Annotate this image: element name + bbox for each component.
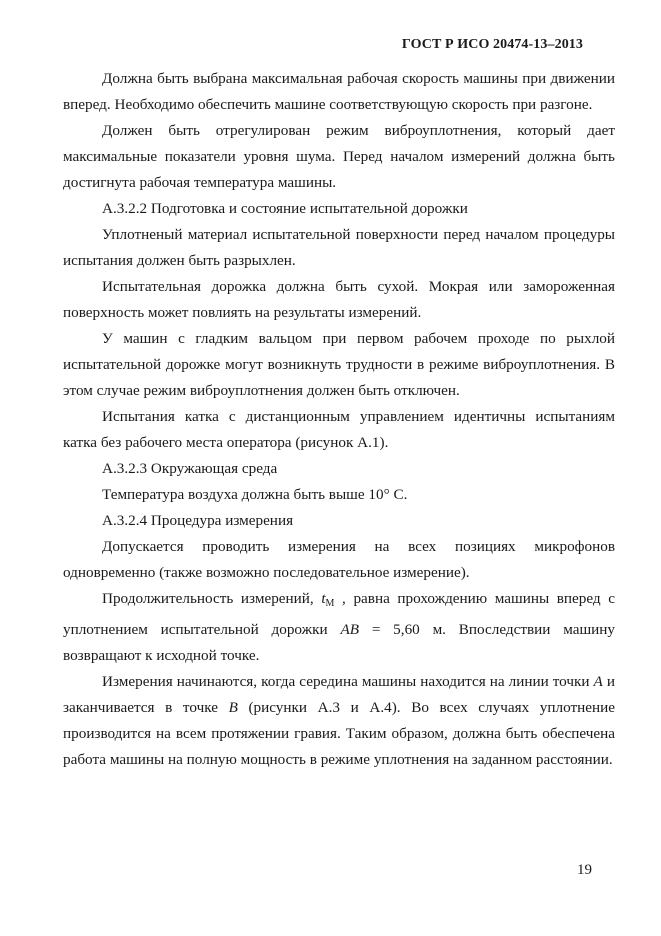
variable-b: В [228, 699, 238, 716]
variable-t: t [321, 590, 326, 607]
start-text-after: (рисунки А.3 и А.4). Во всех случаях уплотнение производится на всем протяжении гравия. Таким образом, должна быть обеспечена работа машины на полную мощность в режиме уплотнения на заданном расстоянии. [63, 699, 615, 768]
paragraph-vibration: Должен быть отрегулирован режим виброуплотнения, который дает максимальные показатели уровня шума. Перед началом измерений должна быть достигнута рабочая температура машины. [63, 122, 615, 191]
paragraph-remote-control: Испытания катка с дистанционным управлением идентичны испытаниям катка без рабочего места оператора (рисунок А.1). [63, 408, 615, 451]
variable-ab: АВ [340, 621, 360, 638]
paragraph-duration [63, 586, 615, 669]
paragraph-smooth-drum: У машин с гладким вальцом при первом рабочем проходе по рыхлой испытательной дорожке могут возникнуть трудности в режиме виброуплотнения. В этом случае режим виброуплотнения должен быть отключен. [63, 330, 615, 399]
paragraph-measurement-start [63, 669, 615, 773]
paragraph-dry-track: Испытательная дорожка должна быть сухой. Мокрая или замороженная поверхность может повлиять на результаты измерений. [63, 278, 615, 321]
paragraph-simultaneous: Допускается проводить измерения на всех позициях микрофонов одновременно (также возможно последовательное измерение). [63, 538, 615, 581]
section-heading-a3-2-3: А.3.2.3 Окружающая среда [102, 460, 278, 477]
duration-text-mid: , равна прохождению машины вперед с уплотнением испытательной дорожки [63, 590, 615, 638]
duration-text-before: Продолжительность измерений, [102, 590, 322, 607]
start-text-mid: и заканчивается в точке [63, 673, 615, 716]
paragraph-speed: Должна быть выбрана максимальная рабочая скорость машины при движении вперед. Необходимо обеспечить машине соответствующую скорость при разгоне. [63, 70, 615, 113]
paragraph-temperature: Температура воздуха должна быть выше 10° С. [102, 486, 408, 503]
paragraph-loosened: Уплотненый материал испытательной поверхности перед началом процедуры испытания должен быть разрыхлен. [63, 226, 615, 269]
section-heading-a3-2-2: А.3.2.2 Подготовка и состояние испытательной дорожки [102, 200, 468, 217]
page-body [63, 66, 615, 773]
variable-t-subscript: М [325, 598, 335, 609]
start-text-before: Измерения начинаются, когда середина машины находится на линии точки [102, 673, 594, 690]
page-number: 19 [577, 862, 592, 878]
section-heading-a3-2-4: А.3.2.4 Процедура измерения [102, 512, 294, 529]
duration-text-after: = 5,60 м. Впоследствии машину возвращают к исходной точке. [63, 621, 615, 664]
document-header: ГОСТ Р ИСО 20474-13–2013 [401, 37, 583, 52]
variable-a: А [593, 673, 603, 690]
